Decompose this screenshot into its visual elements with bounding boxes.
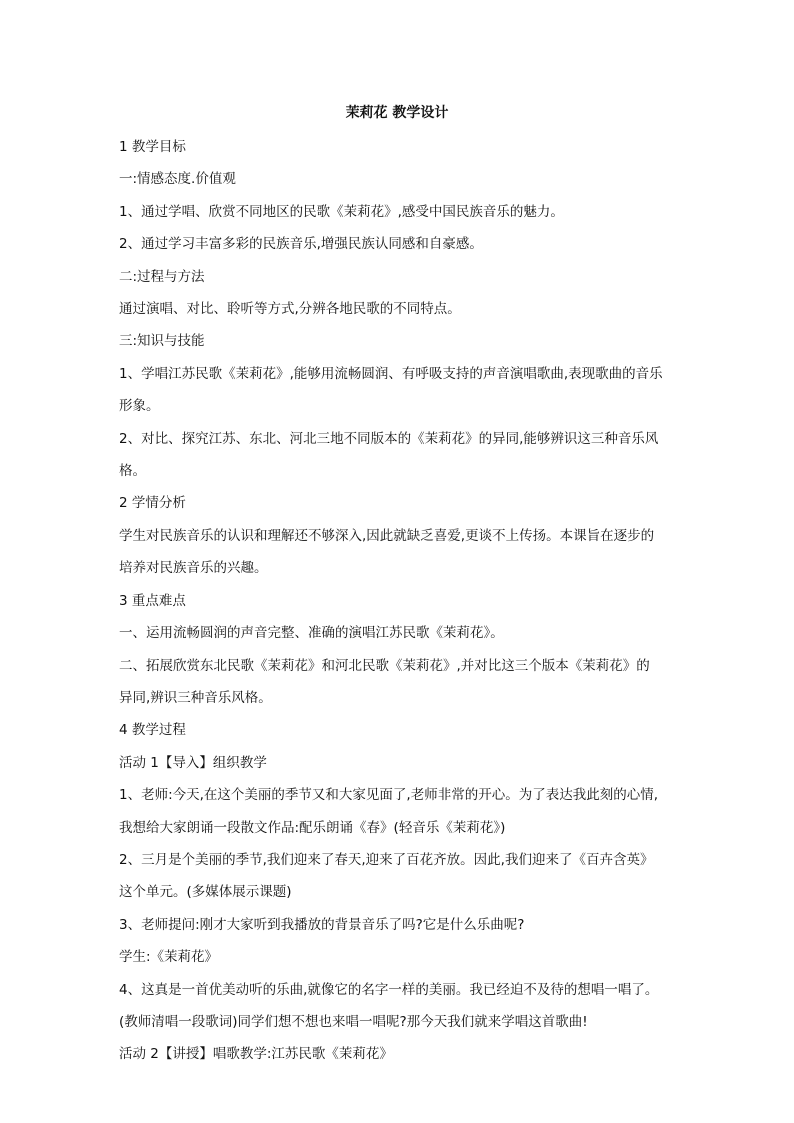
text-line: 学生对民族音乐的认识和理解还不够深入,因此就缺乏喜爱,更谈不上传扬。本课旨在逐步的: [119, 527, 655, 544]
text-line: 活动 2【讲授】唱歌教学:江苏民歌《茉莉花》: [119, 1046, 393, 1063]
text-line: 培养对民族音乐的兴趣。: [119, 560, 268, 577]
text-line: 学生:《茉莉花》: [119, 949, 219, 966]
document-body: [119, 131, 675, 1071]
text-line: 三:知识与技能: [119, 333, 205, 350]
text-line: 格。: [119, 463, 146, 480]
text-line: 一:情感态度.价值观: [119, 171, 236, 188]
text-line: 二、拓展欣赏东北民歌《茉莉花》和河北民歌《茉莉花》,并对比这三个版本《茉莉花》的: [119, 657, 650, 674]
text-line: 4 教学过程: [119, 722, 186, 739]
text-line: 1 教学目标: [119, 139, 186, 155]
text-line: 2、对比、探究江苏、东北、河北三地不同版本的《茉莉花》的异同,能够辨识这三种音乐风: [119, 430, 659, 447]
text-line: 我想给大家朗诵一段散文作品:配乐朗诵《春》(轻音乐《茉莉花》): [119, 819, 506, 836]
text-line: 1、学唱江苏民歌《茉莉花》,能够用流畅圆润、有呼吸支持的声音演唱歌曲,表现歌曲的音乐: [119, 365, 663, 382]
text-line: 1、通过学唱、欣赏不同地区的民歌《茉莉花》,感受中国民族音乐的魅力。: [119, 203, 564, 220]
document-title: 茉莉花 教学设计: [345, 105, 449, 121]
text-line: 二:过程与方法: [119, 268, 205, 285]
text-line: 3、老师提问:刚才大家听到我播放的背景音乐了吗?它是什么乐曲呢?: [119, 916, 525, 933]
text-line: 1、老师:今天,在这个美丽的季节又和大家见面了,老师非常的开心。为了表达我此刻的心情,: [119, 787, 659, 804]
text-line: 这个单元。(多媒体展示课题): [119, 884, 292, 901]
text-line: (教师清唱一段歌词)同学们想不想也来唱一唱呢?那今天我们就来学唱这首歌曲!: [119, 1013, 588, 1030]
text-line: 异同,辨识三种音乐风格。: [119, 689, 272, 706]
text-line: 2、通过学习丰富多彩的民族音乐,增强民族认同感和自豪感。: [119, 236, 483, 253]
text-line: 活动 1【导入】组织教学: [119, 754, 267, 771]
text-line: 2、三月是个美丽的季节,我们迎来了春天,迎来了百花齐放。因此,我们迎来了《百卉含英》: [119, 851, 654, 868]
text-line: 通过演唱、对比、聆听等方式,分辨各地民歌的不同特点。: [119, 301, 461, 318]
text-line: 形象。: [119, 398, 160, 415]
text-line: 一、运用流畅圆润的声音完整、准确的演唱江苏民歌《茉莉花》。: [119, 625, 504, 642]
text-line: 2 学情分析: [119, 495, 186, 512]
text-line: 4、这真是一首优美动听的乐曲,就像它的名字一样的美丽。我已经迫不及待的想唱一唱了。: [119, 981, 659, 998]
text-line: 3 重点难点: [119, 592, 186, 609]
